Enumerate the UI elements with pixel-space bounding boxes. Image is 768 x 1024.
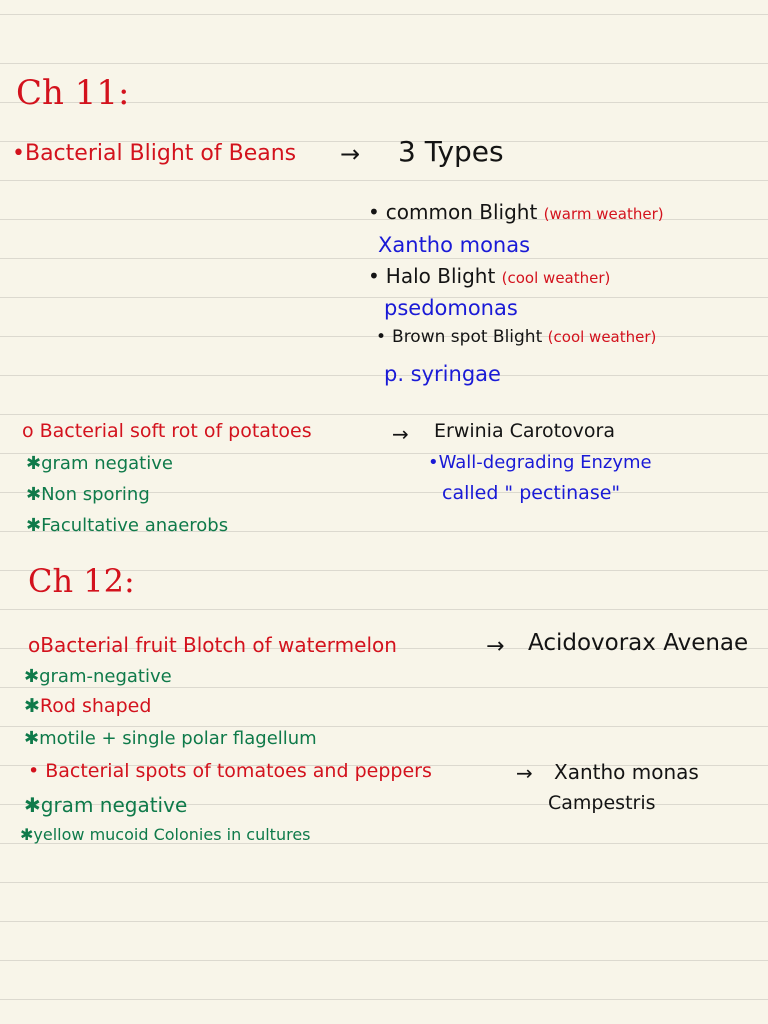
bullet: • [12,141,25,166]
watermelon-fact-2 [24,697,151,716]
type-1-organism: Xantho monas [378,233,531,257]
type-1-name: common Blight [385,200,538,224]
fact-text: gram negative [40,793,188,817]
star-icon: ✱ [20,825,34,844]
potato-rot-result: Erwinia Carotovora [434,420,615,442]
fact-text: motile + single polar flagellum [39,728,317,749]
chapter-12-heading: Ch 12: [28,562,135,600]
tomato-fact-1 [24,795,187,815]
bullet: o [22,420,34,442]
fact-text: gram-negative [39,666,172,687]
star-icon: ✱ [24,695,40,717]
star-icon: ✱ [26,515,42,536]
fact-text: gram negative [41,453,173,474]
fact-text: yellow mucoid Colonies in cultures [33,825,311,844]
enzyme-line-2: called " pectinase" [442,482,621,504]
arrow-icon: → [340,140,361,168]
tomato-title: Bacterial spots of tomatoes and peppers [45,760,432,782]
type-2-name: Halo Blight [385,264,496,288]
type-3-weather: (cool weather) [547,328,657,346]
tomato-result-line-1: Xantho monas [554,760,699,784]
fact-text: Rod shaped [39,695,152,717]
bullet: o [28,633,41,657]
potato-rot-title: Bacterial soft rot of potatoes [39,420,312,442]
fact-text: Non sporing [41,484,150,505]
star-icon: ✱ [24,793,41,817]
enzyme-line-1: •Wall-degrading Enzyme [428,452,652,473]
star-icon: ✱ [24,728,40,749]
arrow-icon: → [486,634,505,659]
watermelon-line [28,635,397,655]
watermelon-result: Acidovorax Avenae [528,630,749,656]
bullet: • [368,200,380,224]
type-2-weather: (cool weather) [501,269,611,287]
potato-rot-line [22,422,312,441]
bullet: • [368,264,380,288]
star-icon: ✱ [26,484,42,505]
tomato-line [28,762,432,781]
watermelon-title: Bacterial fruit Blotch of watermelon [40,633,397,657]
potato-fact-1 [26,455,173,473]
star-icon: ✱ [24,666,40,687]
arrow-icon: → [392,422,409,446]
type-3-name: Brown spot Blight [392,327,543,347]
bean-blight-result: 3 Types [398,135,504,168]
bean-blight-line [12,143,296,165]
potato-fact-3 [26,517,228,535]
chapter-11-heading: Ch 11: [16,73,130,113]
star-icon: ✱ [26,453,42,474]
fact-text: Facultative anaerobs [41,515,229,536]
bean-blight-title: Bacterial Blight of Beans [24,141,297,166]
type-3 [376,329,656,346]
type-2 [368,266,610,286]
bullet: • [28,760,40,782]
watermelon-fact-1 [24,668,172,686]
type-3-organism: p. syringae [384,362,501,386]
tomato-result-line-2: Campestris [548,792,656,814]
type-1-weather: (warm weather) [543,205,664,223]
potato-fact-2 [26,486,150,504]
type-2-organism: psedomonas [384,296,518,320]
tomato-fact-2 [20,827,311,843]
bullet: • [376,327,387,347]
type-1 [368,202,664,222]
arrow-icon: → [516,761,533,785]
watermelon-fact-3 [24,730,317,748]
